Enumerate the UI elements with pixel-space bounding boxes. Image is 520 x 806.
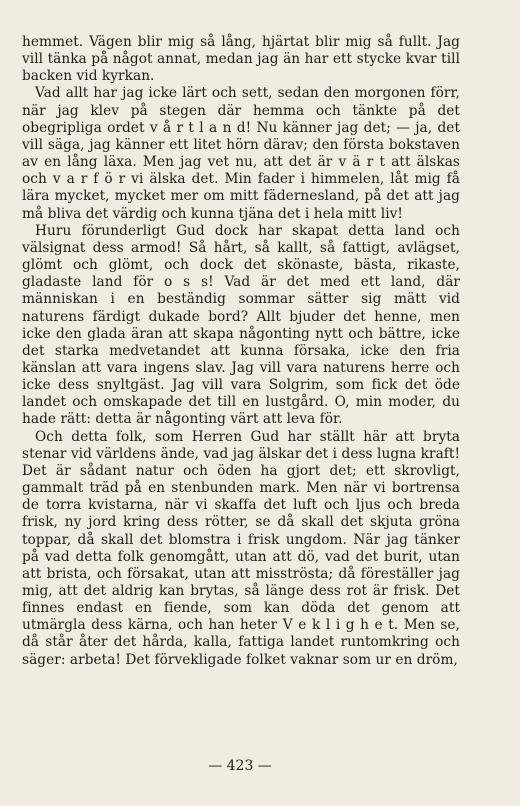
page-number: — 423 — [208, 758, 272, 774]
paragraph: Och detta folk, som Herren Gud har ställt här att bryta stenar vid världens ände, vad jag älskar det i dess lugna kraft! Det är sådant natur och öden ha gjort det; ett skrovligt, gammalt träd på en stenbunden mark. Men när vi bortrensa de torra kvistarna, när vi skaffa det luft och ljus och breda frisk, ny jord kring dess rötter, se då skall det skjuta gröna toppar, då skall det blomstra i frisk ungdom. När jag tänker på vad detta folk genomgått, utan att dö, vad det burit, utan att brista, och försakat, utan att misströsta; då föreställer jag mig, att det aldrig kan brytas, så länge dess rot är frisk. Det finnes endast en fiende, som kan döda det genom att utmärgla dess kärna, och han heter V e k l i g h e t. Men se, då står åter det hårda, kalla, fattiga landet runtomkring och säger: arbeta! Det förvekligade folket vaknar som ur en dröm, [22, 428, 460, 668]
body-text [22, 34, 460, 669]
paragraph: Vad allt har jag icke lärt och sett, sedan den morgonen förr, när jag klev på stegen där hemma och tänkte på det obegripliga ordet v å r t l a n d! Nu känner jag det; — ja, det vill säga, jag känner ett litet hörn därav; den första bokstaven av en lång läxa. Men jag vet nu, att det är v ä r t att älskas och v a r f ö r vi älska det. Min fader i himmelen, låt mig få lära mycket, mycket mer om mitt fädernesland, på det att jag må bliva det värdig och kunna tjäna det i hela mitt liv! [22, 85, 460, 222]
paragraph-continuation: hemmet. Vägen blir mig så lång, hjärtat blir mig så fullt. Jag vill tänka på något annat, medan jag än har ett stycke kvar till backen vid kyrkan. [22, 34, 460, 85]
paragraph: Huru förunderligt Gud dock har skapat detta land och välsignat dess armod! Så hårt, så kallt, så fattigt, avlägset, glömt och glömt, och dock det skönaste, bästa, rikaste, gladaste land för o s s! Vad är det med ett land, där människan i en beständig sommar sätter sig mätt vid naturens färdigt dukade bord? Allt bjuder det henne, men icke den glada äran att skapa någonting nytt och bättre, icke det starka medvetandet att kunna försaka, icke den fria känslan att vara ingens slav. Jag vill vara naturens herre och icke dess snyltgäst. Jag vill vara Solgrim, som fick det öde landet och omskapade det till en lustgård. O, min moder, du hade rätt: detta är någonting värt att leva för. [22, 222, 460, 428]
